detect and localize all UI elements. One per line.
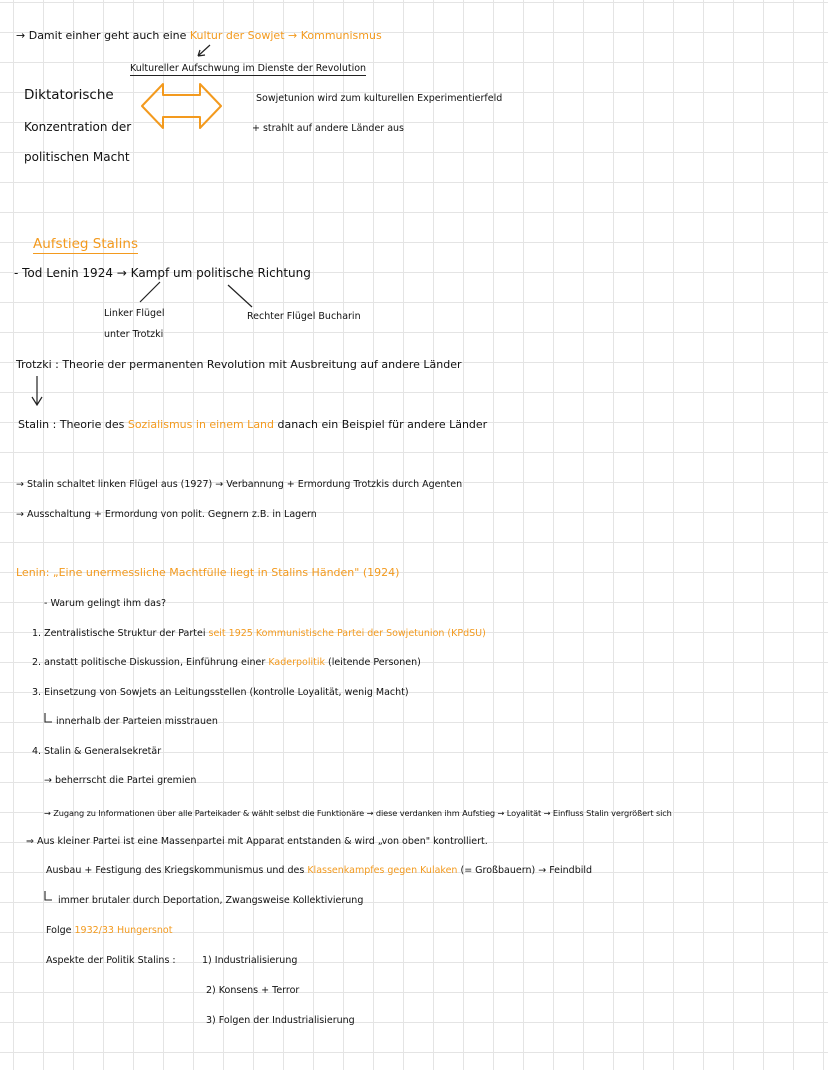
dash-icon: → — [16, 509, 27, 520]
right-text-2: + strahlt auf andere Länder aus — [252, 123, 404, 134]
stalin-theory-orange: Sozialismus in einem Land — [127, 418, 275, 431]
expand-b: Klassenkampfes gegen Kulaken — [307, 865, 458, 876]
point-4-sub-2: → Zugang zu Informationen über alle Parteikader & wählt selbst die Funktionäre → diese verdanken ihm Aufstieg → Loyalität → Einfluss Stalin vergrößert sich — [44, 808, 672, 818]
folge-b: 1932/33 Hungersnot — [74, 925, 173, 936]
down-arrow-trotzki — [32, 376, 42, 405]
point-4: 4. Stalin & Generalsekretär — [32, 746, 162, 757]
left-label-1: Diktatorische — [24, 87, 114, 103]
left-wing: Linker Flügel — [104, 308, 165, 319]
expand-a: Ausbau + Festigung des Kriegskommunismus und des — [46, 865, 305, 876]
point-3-sub: innerhalb der Parteien misstrauen — [56, 716, 218, 727]
point-1-a: 1. Zentralistische Struktur der Partei — [32, 628, 206, 639]
point-1-b: seit 1925 Kommunistische Partei der Sowjetunion (KPdSU) — [208, 628, 486, 639]
question: - Warum gelingt ihm das? — [44, 598, 166, 609]
aspect-3: 3) Folgen der Industrialisierung — [206, 1015, 355, 1026]
left-label-3: politischen Macht — [24, 150, 130, 164]
left-label-2: Konzentration der — [24, 120, 132, 134]
stalin-theory — [18, 418, 487, 432]
dash-icon: → — [16, 479, 27, 490]
point-2-b: Kaderpolitik — [268, 657, 325, 668]
branch-left — [140, 282, 160, 302]
bullet-1 — [16, 478, 462, 492]
trotzki-theory: Trotzki : Theorie der permanenten Revolution mit Ausbreitung auf andere Länder — [16, 358, 462, 371]
folge-a: Folge — [46, 925, 72, 936]
subheading-text: Kultureller Aufschwung im Dienste der Revolution — [130, 63, 367, 74]
hook-p3 — [45, 713, 52, 722]
intro-orange-text: Kultur der Sowjet → Kommunismus — [189, 29, 382, 42]
kampf-text: Kampf um politische Richtung — [130, 266, 311, 280]
bullet-2 — [16, 508, 317, 522]
rise-heading-text: Aufstieg Stalins — [33, 236, 139, 252]
folge-line — [46, 924, 172, 938]
intro-text: Damit einher geht auch eine — [28, 29, 187, 42]
stalin-theory-prefix: Stalin : Theorie des — [18, 418, 125, 431]
double-arrow-icon — [142, 84, 221, 128]
right-text-1: Sowjetunion wird zum kulturellen Experimentierfeld — [256, 93, 503, 104]
branch-right — [228, 285, 252, 307]
right-wing: Rechter Flügel Bucharin — [247, 311, 361, 322]
subheading — [130, 62, 366, 76]
bullet-2-text: Ausschaltung + Ermordung von polit. Gegnern z.B. in Lagern — [26, 509, 317, 520]
bullet-1-text: Stalin schaltet linken Flügel aus (1927) → Verbannung + Ermordung Trotzkis durch Agenten — [26, 479, 463, 490]
arrow-glyph: → — [116, 266, 131, 280]
expand-c: (= Großbauern) → Feindbild — [460, 865, 593, 876]
expand-sub: immer brutaler durch Deportation, Zwangsweise Kollektivierung — [58, 895, 364, 906]
down-arrow-top — [198, 45, 210, 56]
section-heading-rise — [33, 237, 138, 251]
rise-line-1 — [14, 266, 311, 280]
aspect-1: 1) Industrialisierung — [202, 955, 298, 966]
left-wing-sub: unter Trotzki — [104, 329, 164, 340]
aspect-2: 2) Konsens + Terror — [206, 985, 300, 996]
point-2-c: (leitende Personen) — [328, 657, 421, 668]
point-1 — [32, 627, 486, 641]
expand-line — [46, 864, 592, 878]
dash-arrow: → — [16, 29, 29, 42]
point-3: 3. Einsetzung von Sowjets an Leitungsstellen (kontrolle Loyalität, wenig Macht) — [32, 687, 409, 698]
point-2 — [32, 656, 421, 670]
hook-expand — [45, 891, 52, 900]
aspects-label: Aspekte der Politik Stalins : — [46, 955, 176, 966]
conclusion: ⇒ Aus kleiner Partei ist eine Massenpartei mit Apparat entstanden & wird „von oben" kontrolliert. — [26, 836, 488, 847]
point-2-a: 2. anstatt politische Diskussion, Einführung einer — [32, 657, 266, 668]
tod-lenin: - Tod Lenin 1924 — [14, 266, 113, 280]
stalin-theory-suffix: danach ein Beispiel für andere Länder — [277, 418, 488, 431]
lenin-quote: Lenin: „Eine unermessliche Machtfülle liegt in Stalins Händen" (1924) — [16, 566, 400, 579]
point-4-sub-1: → beherrscht die Partei gremien — [44, 775, 197, 786]
